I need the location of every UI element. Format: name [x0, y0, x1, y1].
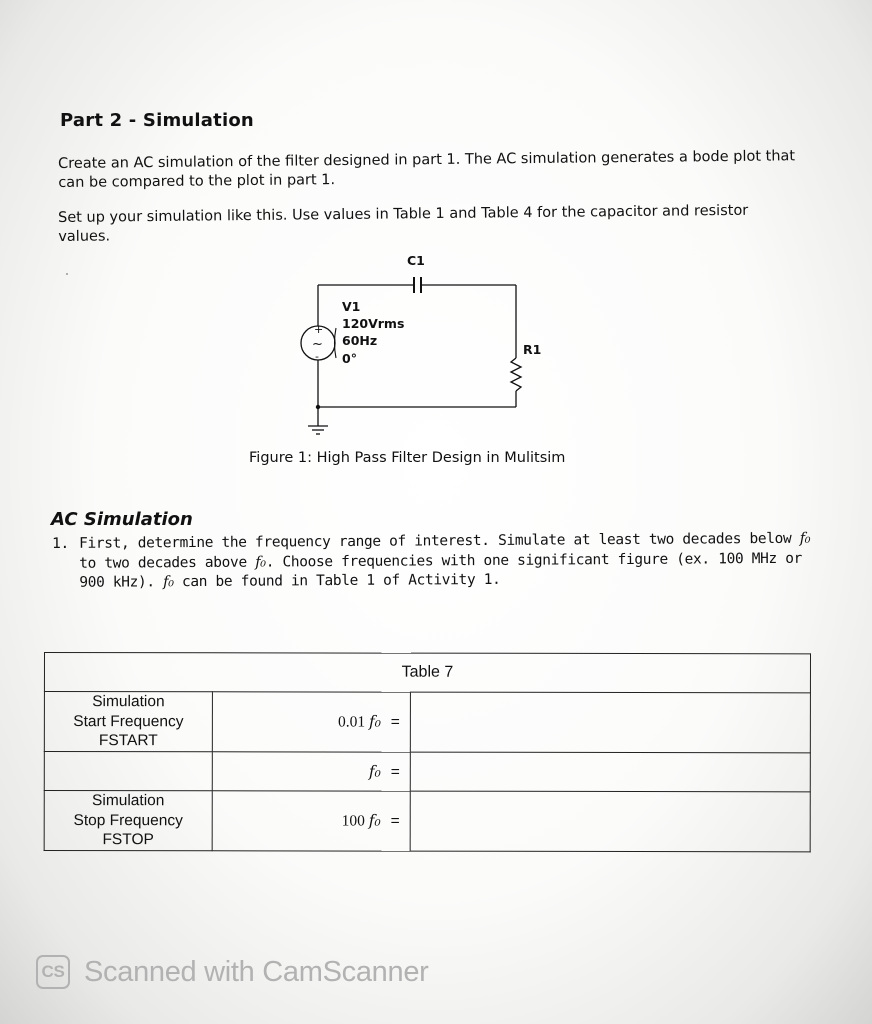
intro-paragraph-2: Set up your simulation like this. Use values in Table 1 and Table 4 for the capacitor and resistor values. — [58, 202, 749, 245]
equals-sign: = — [390, 713, 400, 731]
table-row — [44, 791, 810, 852]
camscanner-logo-icon: CS — [36, 955, 70, 989]
row-expression — [212, 692, 410, 752]
capacitor-label: C1 — [407, 253, 425, 268]
instruction-item — [52, 530, 812, 594]
f0-symbol: f₀ — [255, 554, 266, 571]
row-coefficient: 100 — [341, 812, 365, 830]
f0-symbol: f₀ — [368, 811, 381, 830]
item-text-part-4: can be found in Table 1 of Activity 1. — [173, 571, 501, 591]
row-label — [44, 692, 212, 752]
f0-symbol: f₀ — [799, 530, 811, 547]
f0-symbol: f₀ — [368, 762, 381, 781]
intro-paragraph-1: Create an AC simulation of the filter designed in part 1. The AC simulation generates a bode plot that can be compared to the plot in part 1. — [58, 148, 796, 191]
source-frequency: 60Hz — [342, 333, 378, 348]
item-number: 1. — [52, 535, 69, 552]
row-label-line: FSTART — [98, 732, 158, 750]
f0-symbol: f₀ — [368, 712, 381, 731]
row-label-line: Start Frequency — [73, 712, 184, 730]
item-text-part-2: to two decades above — [79, 554, 256, 572]
row-label — [44, 791, 212, 851]
source-name: V1 — [342, 299, 361, 314]
center-frequency-value-cell[interactable] — [410, 752, 810, 792]
stop-frequency-value-cell[interactable] — [410, 791, 810, 852]
resistor-label: R1 — [523, 342, 542, 357]
source-phase: 0° — [342, 351, 357, 366]
table-7 — [44, 652, 811, 852]
row-label-line: Simulation — [92, 792, 165, 810]
sine-symbol: ~ — [312, 337, 323, 352]
row-expression — [212, 752, 410, 791]
equals-sign: = — [390, 763, 400, 781]
start-frequency-value-cell[interactable] — [410, 692, 810, 753]
minus-sign: - — [315, 350, 319, 363]
watermark-text: Scanned with CamScanner — [84, 955, 429, 988]
item-text-part-1: First, determine the frequency range of interest. Simulate at least two decades below — [79, 530, 800, 552]
junction-dot — [316, 405, 320, 409]
row-label — [44, 752, 212, 791]
table-row — [44, 752, 810, 792]
part-title: Part 2 - Simulation — [60, 110, 254, 131]
figure-caption: Figure 1: High Pass Filter Design in Mulitsim — [249, 450, 566, 466]
row-expression — [212, 791, 410, 851]
plus-sign: + — [314, 323, 324, 336]
circuit-diagram — [280, 248, 580, 443]
camscanner-watermark — [36, 955, 429, 989]
ac-section-title: AC Simulation — [51, 509, 193, 530]
row-label-line: Stop Frequency — [73, 811, 183, 829]
item-text-part-3: . Choose frequencies with one significant figure (ex. 100 MHz or 900 kHz). — [79, 550, 803, 591]
equals-sign: = — [390, 812, 400, 830]
row-label-line: Simulation — [92, 693, 165, 711]
resistor-zigzag — [511, 358, 521, 391]
table-title: Table 7 — [44, 653, 810, 693]
row-coefficient: 0.01 — [337, 713, 366, 731]
f0-symbol: f₀ — [163, 574, 174, 591]
source-voltage: 120Vrms — [342, 316, 405, 331]
scan-speck — [66, 273, 68, 275]
table-row — [44, 692, 810, 753]
row-label-line: FSTOP — [102, 831, 154, 849]
item-text — [79, 530, 812, 594]
